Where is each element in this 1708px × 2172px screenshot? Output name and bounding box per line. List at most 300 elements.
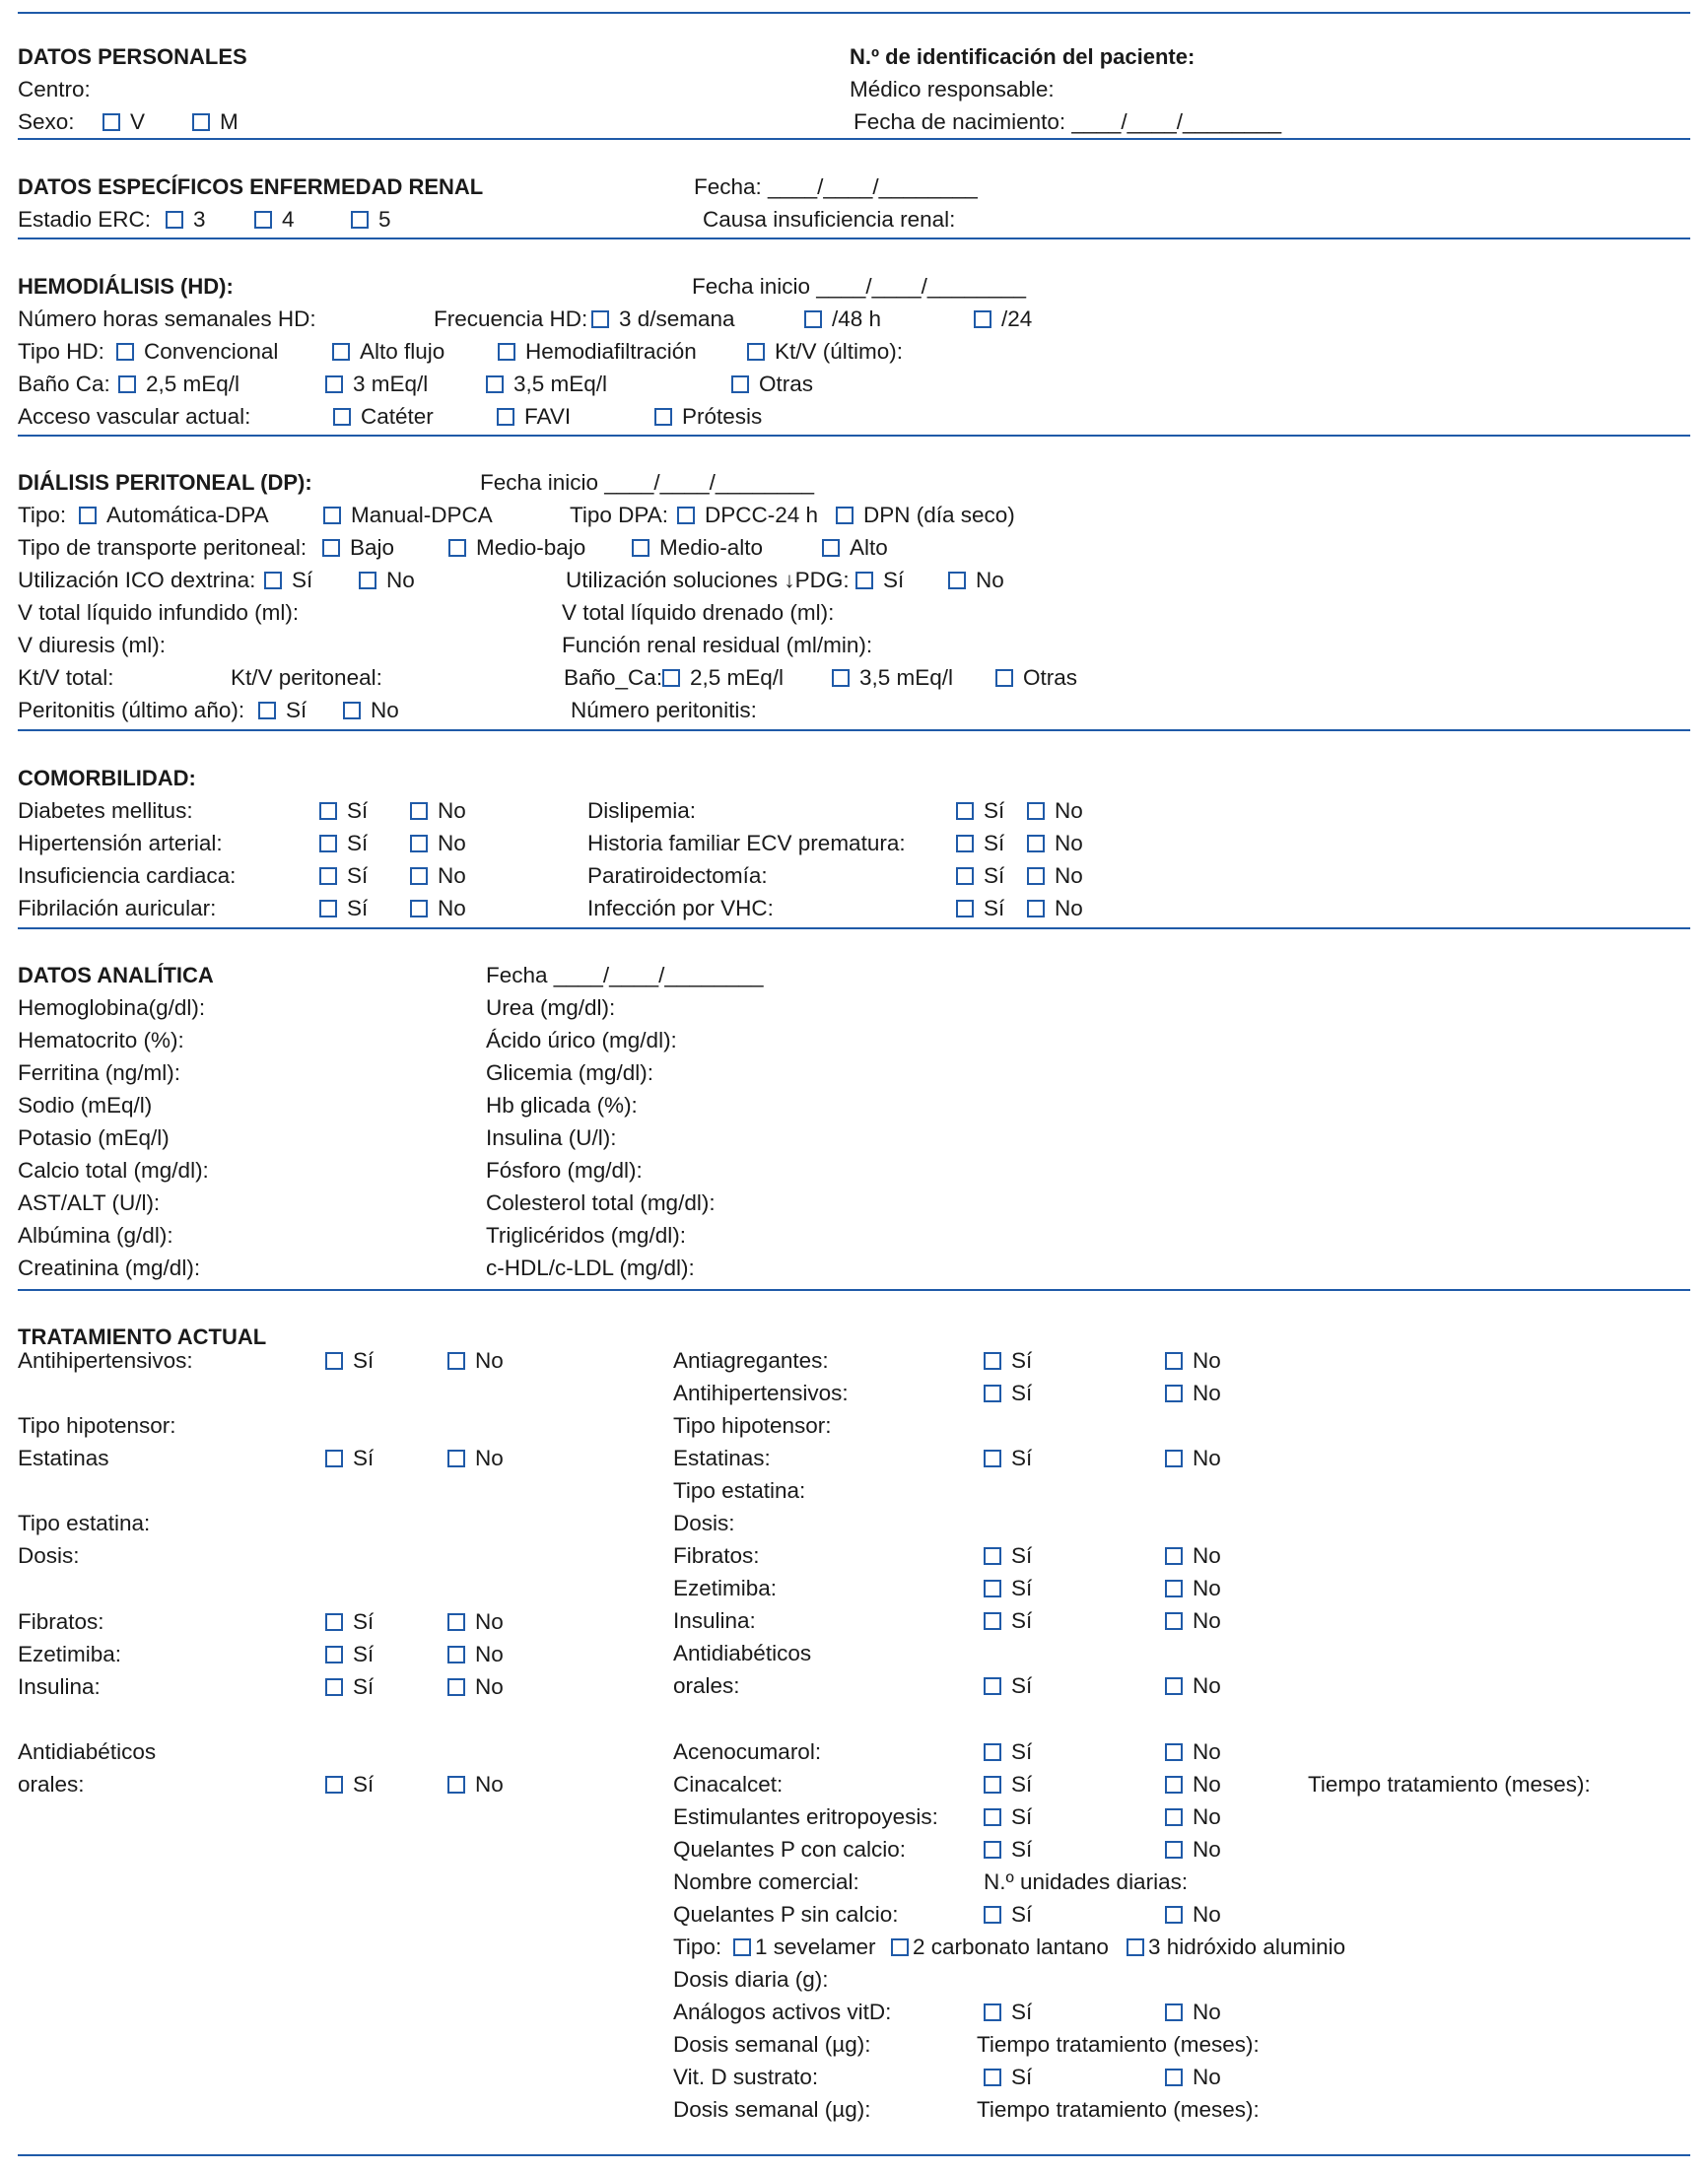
comorbidity-si-option[interactable] — [956, 862, 1004, 890]
option-label: Sí — [347, 798, 369, 823]
treatment-si-option[interactable] — [984, 1672, 1032, 1700]
hd-start-date-field[interactable]: Fecha inicio ____/____/________ — [692, 274, 1027, 299]
treatment-si-option[interactable] — [984, 1575, 1032, 1602]
treatment-no-option[interactable] — [1165, 1380, 1221, 1407]
dp-bajo-option[interactable] — [322, 534, 394, 562]
option-label: /24 — [1001, 306, 1033, 331]
treatment-duration-label: Tiempo tratamiento (meses): — [977, 2032, 1260, 2057]
checkbox[interactable] — [1165, 1580, 1183, 1597]
treatment-no-option[interactable] — [1165, 1836, 1221, 1864]
treatment-no-option[interactable] — [447, 1771, 504, 1799]
option-label: Medio-alto — [659, 535, 764, 560]
treatment-no-option[interactable] — [1165, 1347, 1221, 1375]
checkbox[interactable] — [1165, 2069, 1183, 2086]
comorbidity-label: Infección por VHC: — [587, 896, 774, 920]
option-label: No — [386, 568, 415, 592]
option-label: No — [438, 863, 466, 888]
checkbox[interactable] — [325, 375, 343, 393]
dp-peritonitis-no-option[interactable] — [343, 697, 399, 724]
treatment-label: Acenocumarol: — [673, 1739, 822, 1764]
lab-field-label: Colesterol total (mg/dl): — [486, 1190, 716, 1215]
analitica-date-field[interactable]: Fecha ____/____/________ — [486, 963, 764, 987]
checkbox[interactable] — [822, 539, 840, 557]
checkbox[interactable] — [319, 835, 337, 852]
checkbox[interactable] — [447, 1450, 465, 1467]
checkbox[interactable] — [1165, 2003, 1183, 2021]
checkbox[interactable] — [351, 211, 369, 229]
checkbox[interactable] — [984, 1677, 1001, 1695]
option-label: No — [1193, 2065, 1221, 2089]
option-label: Medio-bajo — [476, 535, 586, 560]
checkbox[interactable] — [984, 1450, 1001, 1467]
treatment-no-option[interactable] — [1165, 2064, 1221, 2091]
treatment-duration-label: Tiempo tratamiento (meses): — [977, 2097, 1260, 2122]
option-label: Kt/V (último): — [775, 339, 904, 364]
divider-top — [18, 12, 1690, 14]
checkbox[interactable] — [995, 669, 1013, 687]
checkbox[interactable] — [984, 2069, 1001, 2086]
option-label: FAVI — [524, 404, 572, 429]
checkbox[interactable] — [1165, 1450, 1183, 1467]
hd-hours-label: Número horas semanales HD: — [18, 306, 316, 331]
checkbox[interactable] — [956, 867, 974, 885]
treatment-no-option[interactable] — [1165, 1445, 1221, 1472]
lab-field-label: Albúmina (g/dl): — [18, 1223, 173, 1248]
dp-ico-si-option[interactable] — [264, 567, 312, 594]
treatment-label: Tipo: — [673, 1934, 722, 1959]
checkbox[interactable] — [486, 375, 504, 393]
renal-date-field[interactable]: Fecha: ____/____/________ — [694, 174, 978, 199]
hd-cateter-option[interactable] — [333, 403, 434, 431]
checkbox[interactable] — [325, 1776, 343, 1794]
dp-transporte-label: Tipo de transporte peritoneal: — [18, 535, 307, 560]
checkbox[interactable] — [984, 2003, 1001, 2021]
comorbidity-no-option[interactable] — [1027, 862, 1083, 890]
option-label: No — [475, 1348, 504, 1373]
checkbox[interactable] — [319, 867, 337, 885]
treatment-si-option[interactable] — [325, 1445, 374, 1472]
treatment-no-option[interactable] — [447, 1347, 504, 1375]
hidroxido-aluminio-option[interactable] — [1127, 1934, 1345, 1961]
divider-renal — [18, 238, 1690, 239]
hd-favi-option[interactable] — [497, 403, 571, 431]
option-label: No — [1193, 1772, 1221, 1797]
checkbox[interactable] — [325, 1613, 343, 1631]
hd-bano-25-option[interactable] — [118, 371, 239, 398]
treatment-si-option[interactable] — [984, 1803, 1032, 1831]
option-label: No — [438, 896, 466, 920]
option-label: No — [475, 1642, 504, 1666]
checkbox[interactable] — [984, 1743, 1001, 1761]
checkbox[interactable] — [1165, 1612, 1183, 1630]
treatment-no-option[interactable] — [1165, 1575, 1221, 1602]
option-label: Convencional — [144, 339, 279, 364]
comorbidity-no-option[interactable] — [410, 895, 466, 922]
treatment-label: Fibratos: — [18, 1609, 104, 1634]
checkbox[interactable] — [677, 507, 695, 524]
treatment-label: Antidiabéticos — [673, 1641, 812, 1665]
treatment-label: Ezetimiba: — [18, 1642, 122, 1666]
treatment-no-option[interactable] — [1165, 1803, 1221, 1831]
option-label: Alto — [850, 535, 888, 560]
sevelamer-option[interactable] — [733, 1934, 876, 1961]
option-label: No — [1193, 1739, 1221, 1764]
hd-acceso-label: Acceso vascular actual: — [18, 404, 251, 429]
checkbox[interactable] — [410, 900, 428, 917]
treatment-label: Ezetimiba: — [673, 1576, 778, 1600]
treatment-label: Dosis: — [18, 1543, 80, 1568]
comorbidity-label: Fibrilación auricular: — [18, 896, 217, 920]
treatment-label: Antiagregantes: — [673, 1348, 829, 1373]
treatment-si-option[interactable] — [984, 1607, 1032, 1635]
lab-field-label: Insulina (U/l): — [486, 1125, 617, 1150]
divider-analitica — [18, 1289, 1690, 1291]
treatment-si-option[interactable] — [984, 1771, 1032, 1799]
checkbox[interactable] — [984, 1385, 1001, 1402]
hd-ktv-option[interactable] — [747, 338, 903, 366]
checkbox[interactable] — [254, 211, 272, 229]
sexo-v-option[interactable] — [102, 108, 145, 136]
option-label: Sí — [353, 1772, 375, 1797]
checkbox[interactable] — [1165, 1743, 1183, 1761]
lab-field-label: Hb glicada (%): — [486, 1093, 638, 1118]
treatment-label: Insulina: — [673, 1608, 756, 1633]
checkbox[interactable] — [359, 572, 376, 589]
option-label: No — [1193, 1446, 1221, 1470]
treatment-label: Dosis: — [673, 1511, 735, 1535]
option-label: Sí — [984, 896, 1005, 920]
checkbox[interactable] — [118, 375, 136, 393]
treatment-no-option[interactable] — [447, 1641, 504, 1668]
treatment-si-option[interactable] — [325, 1673, 374, 1701]
checkbox[interactable] — [258, 702, 276, 719]
lab-field-label: AST/ALT (U/l): — [18, 1190, 161, 1215]
treatment-label: Estatinas: — [673, 1446, 771, 1470]
checkbox[interactable] — [319, 802, 337, 820]
option-label: Automática-DPA — [106, 503, 269, 527]
checkbox[interactable] — [1027, 867, 1045, 885]
treatment-label: Antihipertensivos: — [18, 1348, 193, 1373]
checkbox[interactable] — [447, 1352, 465, 1370]
dp-start-date-field[interactable]: Fecha inicio ____/____/________ — [480, 470, 815, 495]
comorbidity-si-option[interactable] — [319, 797, 368, 825]
checkbox[interactable] — [956, 835, 974, 852]
treatment-no-option[interactable] — [447, 1608, 504, 1636]
estadio-4-option[interactable] — [254, 206, 295, 234]
checkbox[interactable] — [984, 1808, 1001, 1826]
comorbidity-si-option[interactable] — [956, 895, 1004, 922]
dp-type-label: Tipo: — [18, 503, 67, 527]
divider-bottom — [18, 2154, 1690, 2156]
hd-convencional-option[interactable] — [116, 338, 278, 366]
dp-funcion-label: Función renal residual (ml/min): — [562, 633, 873, 657]
treatment-no-option[interactable] — [1165, 1607, 1221, 1635]
checkbox[interactable] — [1165, 1841, 1183, 1859]
checkbox[interactable] — [1165, 1352, 1183, 1370]
section-heading-comorbilidad: COMORBILIDAD: — [18, 766, 196, 790]
treatment-label: Fibratos: — [673, 1543, 760, 1568]
option-label: Sí — [347, 896, 369, 920]
section-heading-analitica: DATOS ANALÍTICA — [18, 963, 214, 987]
treatment-no-option[interactable] — [1165, 1901, 1221, 1929]
hd-bano-35-option[interactable] — [486, 371, 607, 398]
dp-bano-25-option[interactable] — [662, 664, 784, 692]
checkbox[interactable] — [984, 1776, 1001, 1794]
dp-bano-35-option[interactable] — [832, 664, 953, 692]
treatment-si-option[interactable] — [984, 1901, 1032, 1929]
checkbox[interactable] — [447, 1678, 465, 1696]
dp-soluciones-si-option[interactable] — [855, 567, 904, 594]
checkbox[interactable] — [1027, 900, 1045, 917]
hd-freq-3d-option[interactable] — [591, 305, 735, 333]
treatment-no-option[interactable] — [1165, 1738, 1221, 1766]
option-label: No — [1055, 798, 1083, 823]
option-label: Sí — [1011, 1381, 1033, 1405]
checkbox[interactable] — [804, 310, 822, 328]
checkbox[interactable] — [116, 343, 134, 361]
checkbox[interactable] — [832, 669, 850, 687]
dp-bano-otras-option[interactable] — [995, 664, 1077, 692]
checkbox[interactable] — [322, 539, 340, 557]
dp-numero-label: Número peritonitis: — [571, 698, 757, 722]
checkbox[interactable] — [79, 507, 97, 524]
option-label: 2,5 mEq/l — [690, 665, 785, 690]
comorbidity-no-option[interactable] — [410, 797, 466, 825]
option-label: 3,5 mEq/l — [859, 665, 954, 690]
hd-bano-otras-option[interactable] — [731, 371, 813, 398]
treatment-label: Tipo estatina: — [18, 1511, 151, 1535]
checkbox[interactable] — [1165, 1906, 1183, 1924]
treatment-label: Nombre comercial: — [673, 1869, 859, 1894]
option-label: Sí — [1011, 1902, 1033, 1927]
comorbidity-label: Hipertensión arterial: — [18, 831, 223, 855]
dp-manual-option[interactable] — [323, 502, 493, 529]
checkbox[interactable] — [325, 1352, 343, 1370]
checkbox[interactable] — [1127, 1938, 1144, 1956]
checkbox[interactable] — [1165, 1808, 1183, 1826]
patient-id-label: N.º de identificación del paciente: — [850, 44, 1196, 69]
hd-bano-label: Baño Ca: — [18, 372, 110, 396]
treatment-si-option[interactable] — [325, 1347, 374, 1375]
checkbox[interactable] — [192, 113, 210, 131]
dp-peritonitis-si-option[interactable] — [258, 697, 307, 724]
dp-medio-bajo-option[interactable] — [448, 534, 585, 562]
treatment-si-option[interactable] — [984, 1380, 1032, 1407]
checkbox[interactable] — [447, 1613, 465, 1631]
option-label: Bajo — [350, 535, 395, 560]
checkbox[interactable] — [747, 343, 765, 361]
treatment-no-option[interactable] — [447, 1673, 504, 1701]
checkbox[interactable] — [1027, 802, 1045, 820]
comorbidity-si-option[interactable] — [956, 797, 1004, 825]
checkbox[interactable] — [984, 1612, 1001, 1630]
checkbox[interactable] — [447, 1776, 465, 1794]
section-heading-renal: DATOS ESPECÍFICOS ENFERMEDAD RENAL — [18, 174, 484, 199]
checkbox[interactable] — [410, 867, 428, 885]
hd-bano-3-option[interactable] — [325, 371, 428, 398]
option-label: Otras — [759, 372, 814, 396]
option-label: No — [438, 831, 466, 855]
comorbidity-si-option[interactable] — [319, 830, 368, 857]
option-label: Sí — [1011, 2065, 1033, 2089]
estadio-3-option[interactable] — [166, 206, 206, 234]
lab-field-label: Triglicéridos (mg/dl): — [486, 1223, 686, 1248]
option-label: No — [1193, 2000, 1221, 2024]
option-label: Sí — [1011, 1348, 1033, 1373]
checkbox[interactable] — [447, 1646, 465, 1663]
treatment-si-option[interactable] — [984, 1999, 1032, 2026]
option-label: Sí — [1011, 1446, 1033, 1470]
section-heading-dp: DIÁLISIS PERITONEAL (DP): — [18, 470, 312, 495]
checkbox[interactable] — [102, 113, 120, 131]
checkbox[interactable] — [731, 375, 749, 393]
checkbox[interactable] — [984, 1906, 1001, 1924]
checkbox[interactable] — [325, 1678, 343, 1696]
checkbox[interactable] — [325, 1450, 343, 1467]
treatment-label: Quelantes P con calcio: — [673, 1837, 906, 1862]
dp-dpcc-option[interactable] — [677, 502, 818, 529]
comorbidity-no-option[interactable] — [1027, 895, 1083, 922]
option-label: Sí — [353, 1446, 375, 1470]
comorbidity-no-option[interactable] — [410, 862, 466, 890]
option-label: 3,5 mEq/l — [513, 372, 608, 396]
checkbox[interactable] — [984, 1352, 1001, 1370]
lab-field-label: Hematocrito (%): — [18, 1028, 184, 1052]
dp-ktv-total-label: Kt/V total: — [18, 665, 114, 690]
estadio-5-option[interactable] — [351, 206, 391, 234]
checkbox[interactable] — [1165, 1385, 1183, 1402]
hd-hemodiafiltracion-option[interactable] — [498, 338, 697, 366]
checkbox[interactable] — [836, 507, 854, 524]
treatment-no-option[interactable] — [1165, 1542, 1221, 1570]
checkbox[interactable] — [891, 1938, 909, 1956]
checkbox[interactable] — [497, 408, 514, 426]
section-heading-hd: HEMODIÁLISIS (HD): — [18, 274, 234, 299]
checkbox[interactable] — [632, 539, 649, 557]
checkbox[interactable] — [956, 900, 974, 917]
checkbox[interactable] — [319, 900, 337, 917]
option-label: 5 — [378, 207, 391, 232]
checkbox[interactable] — [343, 702, 361, 719]
treatment-label: orales: — [673, 1673, 740, 1698]
option-label: 3 mEq/l — [353, 372, 429, 396]
option-label: No — [475, 1446, 504, 1470]
comorbidity-si-option[interactable] — [319, 862, 368, 890]
comorbidity-si-option[interactable] — [319, 895, 368, 922]
dp-dpn-option[interactable] — [836, 502, 1015, 529]
treatment-si-option[interactable] — [984, 1445, 1032, 1472]
checkbox[interactable] — [662, 669, 680, 687]
checkbox[interactable] — [956, 802, 974, 820]
dp-automatica-option[interactable] — [79, 502, 269, 529]
treatment-si-option[interactable] — [984, 1836, 1032, 1864]
checkbox[interactable] — [654, 408, 672, 426]
hd-protesis-option[interactable] — [654, 403, 762, 431]
comorbidity-no-option[interactable] — [1027, 830, 1083, 857]
lab-field-label: Potasio (mEq/l) — [18, 1125, 170, 1150]
comorbidity-no-option[interactable] — [1027, 797, 1083, 825]
option-label: DPCC-24 h — [705, 503, 819, 527]
dp-bano-label: Baño_Ca: — [564, 665, 663, 690]
checkbox[interactable] — [1027, 835, 1045, 852]
dp-alto-option[interactable] — [822, 534, 888, 562]
checkbox[interactable] — [498, 343, 515, 361]
dp-ico-no-option[interactable] — [359, 567, 415, 594]
carbonato-lantano-option[interactable] — [891, 1934, 1109, 1961]
comorbidity-label: Historia familiar ECV prematura: — [587, 831, 906, 855]
dp-diuresis-label: V diuresis (ml): — [18, 633, 167, 657]
treatment-si-option[interactable] — [325, 1608, 374, 1636]
option-label: 3 — [193, 207, 206, 232]
estadio-label: Estadio ERC: — [18, 207, 152, 232]
checkbox[interactable] — [410, 835, 428, 852]
treatment-no-option[interactable] — [1165, 1999, 1221, 2026]
checkbox[interactable] — [984, 1547, 1001, 1565]
checkbox[interactable] — [264, 572, 282, 589]
treatment-si-option[interactable] — [984, 1347, 1032, 1375]
hd-freq-48h-option[interactable] — [804, 305, 881, 333]
option-label: Sí — [1011, 1673, 1033, 1698]
checkbox[interactable] — [1165, 1547, 1183, 1565]
dp-medio-alto-option[interactable] — [632, 534, 763, 562]
treatment-si-option[interactable] — [325, 1641, 374, 1668]
hd-alto-flujo-option[interactable] — [332, 338, 444, 366]
treatment-no-option[interactable] — [447, 1445, 504, 1472]
lab-field-label: Urea (mg/dl): — [486, 995, 616, 1020]
option-label: Sí — [984, 831, 1005, 855]
treatment-si-option[interactable] — [984, 1542, 1032, 1570]
checkbox[interactable] — [948, 572, 966, 589]
checkbox[interactable] — [591, 310, 609, 328]
treatment-si-option[interactable] — [984, 2064, 1032, 2091]
medico-label: Médico responsable: — [850, 77, 1055, 102]
checkbox[interactable] — [1165, 1677, 1183, 1695]
sexo-m-option[interactable] — [192, 108, 239, 136]
option-label: Sí — [1011, 1543, 1033, 1568]
checkbox[interactable] — [974, 310, 991, 328]
checkbox[interactable] — [166, 211, 183, 229]
treatment-label: orales: — [18, 1772, 85, 1797]
checkbox[interactable] — [332, 343, 350, 361]
comorbidity-si-option[interactable] — [956, 830, 1004, 857]
option-label: Sí — [1011, 1772, 1033, 1797]
treatment-si-option[interactable] — [984, 1738, 1032, 1766]
treatment-no-option[interactable] — [1165, 1771, 1221, 1799]
option-label: No — [1193, 1348, 1221, 1373]
treatment-label: Tipo estatina: — [673, 1478, 806, 1503]
checkbox[interactable] — [984, 1841, 1001, 1859]
checkbox[interactable] — [323, 507, 341, 524]
comorbidity-no-option[interactable] — [410, 830, 466, 857]
dp-soluciones-no-option[interactable] — [948, 567, 1004, 594]
checkbox[interactable] — [1165, 1776, 1183, 1794]
treatment-no-option[interactable] — [1165, 1672, 1221, 1700]
checkbox[interactable] — [733, 1938, 751, 1956]
checkbox[interactable] — [448, 539, 466, 557]
divider-dp — [18, 729, 1690, 731]
birthdate-field[interactable]: Fecha de nacimiento: ____/____/________ — [854, 109, 1282, 134]
option-label: No — [475, 1674, 504, 1699]
checkbox[interactable] — [855, 572, 873, 589]
option-label: No — [1055, 896, 1083, 920]
treatment-si-option[interactable] — [325, 1771, 374, 1799]
checkbox[interactable] — [984, 1580, 1001, 1597]
hd-freq-24-option[interactable] — [974, 305, 1032, 333]
checkbox[interactable] — [410, 802, 428, 820]
checkbox[interactable] — [325, 1646, 343, 1663]
checkbox[interactable] — [333, 408, 351, 426]
sexo-label: Sexo: — [18, 109, 75, 134]
